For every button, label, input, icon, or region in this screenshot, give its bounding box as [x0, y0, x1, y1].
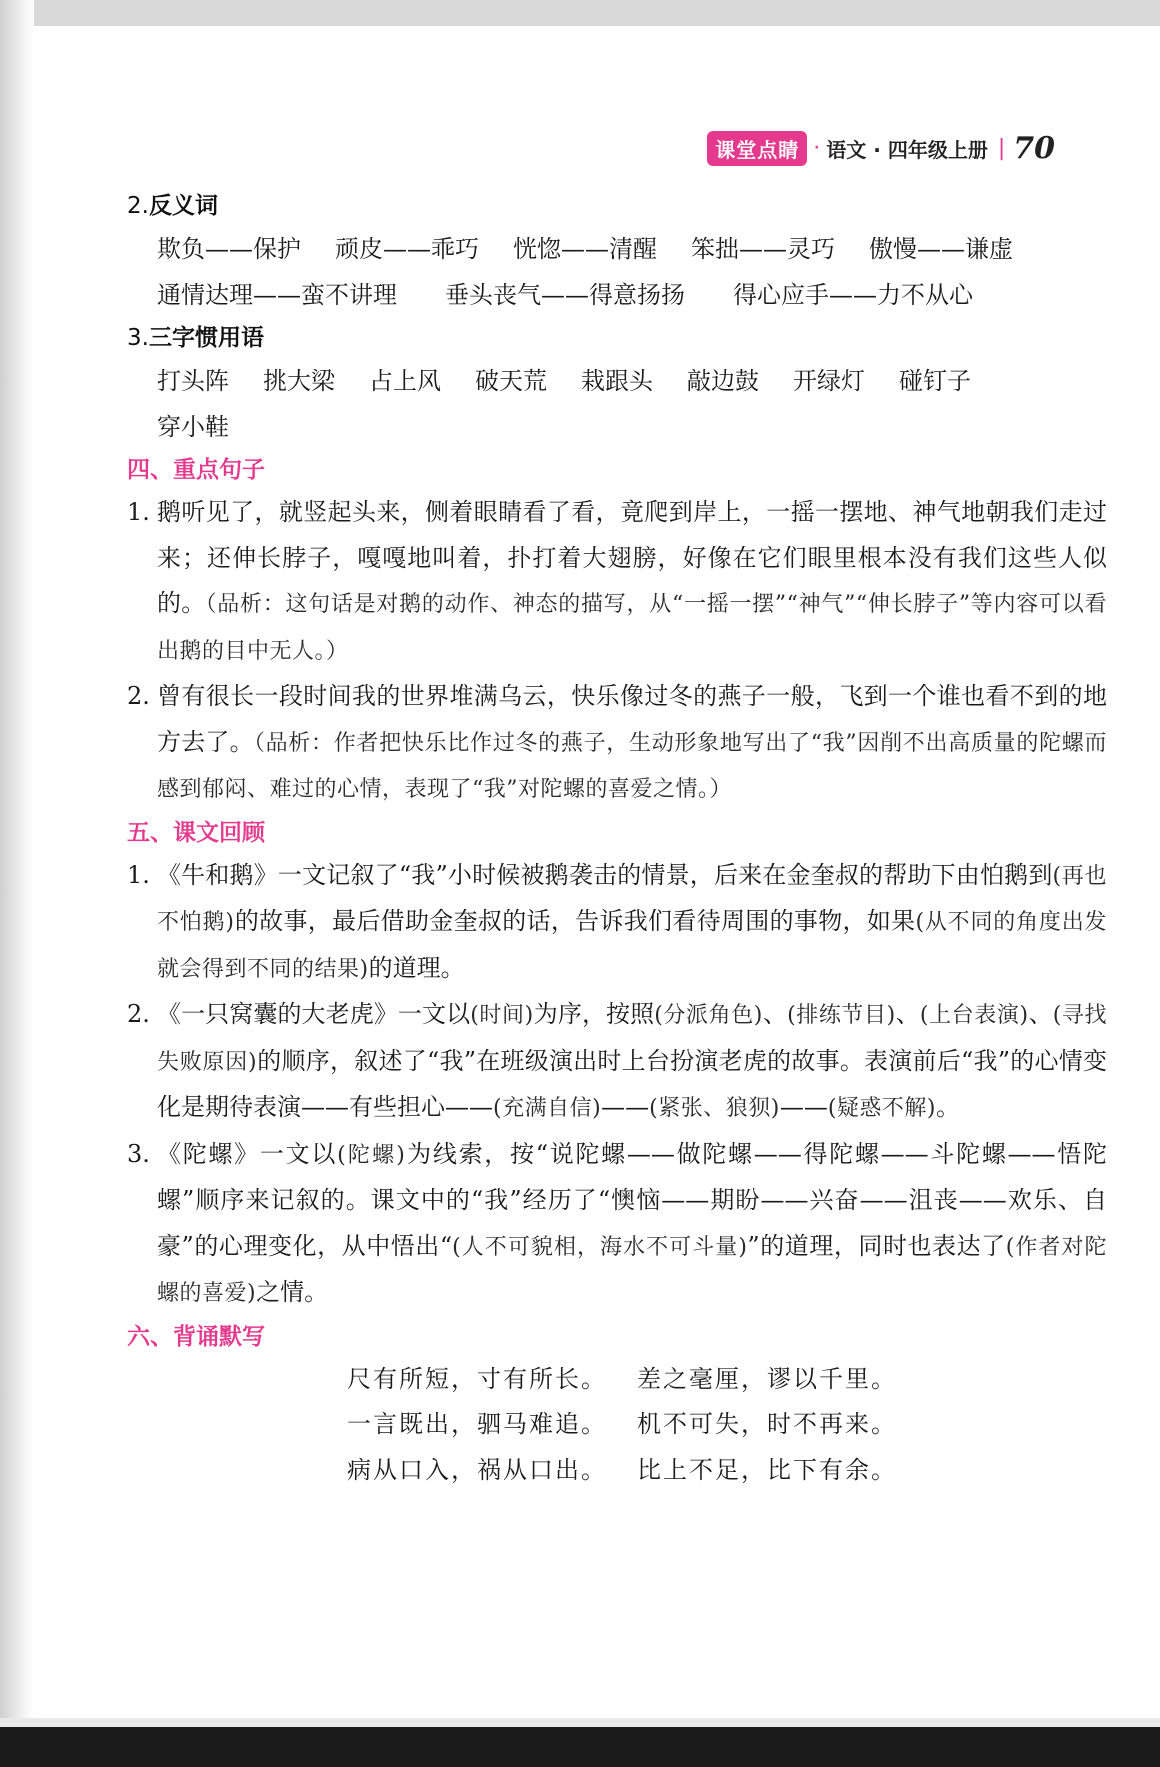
antonym-pair: 傲慢——谦虚: [869, 235, 1013, 263]
section-review-title: 五、课文回顾: [127, 819, 265, 846]
fill-answer: (寻找失败原因): [157, 1003, 1107, 1075]
idiom: 开绿灯: [793, 367, 865, 395]
fill-answer: (人不可貌相，海水不可斗量): [452, 1234, 748, 1260]
review-text: 为线索，按“说陀螺——做陀螺——得陀螺——斗陀螺——悟陀螺”顺序来记叙的。课文中的“我”经历了“懊恼——期盼——兴奋——沮丧——欢乐、自豪”的心理变化，从中悟出“: [157, 1139, 1108, 1260]
fill-answer: (上台表演): [919, 1003, 1029, 1028]
idiom: 碰钉子: [899, 367, 971, 395]
proverb: 差之毫厘，谬以千里。: [637, 1364, 897, 1393]
idioms-title: 三字惯用语: [148, 325, 264, 351]
proverb: 比上不足，比下有余。: [637, 1455, 897, 1484]
proverb: 机不可失，时不再来。: [637, 1410, 897, 1438]
review-text: ——: [779, 1093, 828, 1121]
idioms-heading: [127, 318, 1107, 358]
fill-answer: (作者对陀螺的喜爱): [157, 1234, 1107, 1306]
fill-answer: (陀螺): [337, 1142, 406, 1168]
antonyms-row-2: [127, 272, 1107, 318]
idioms-row-1: [127, 358, 1107, 404]
viewer-top-bar: [0, 0, 1160, 26]
antonyms-row-1: [127, 226, 1107, 272]
review-text: 、: [1028, 1000, 1053, 1028]
idiom: 穿小鞋: [157, 413, 229, 441]
section-key-sentences-title: 四、重点句子: [127, 457, 265, 483]
antonym-pair: 恍惚——清醒: [513, 235, 657, 263]
header-separator: |: [997, 135, 1006, 161]
section-recite-title: 六、背诵默写: [127, 1323, 265, 1350]
antonyms-number: 2.: [127, 193, 149, 219]
review-item-2: [127, 992, 1107, 1132]
page-edge-shadow: [0, 0, 34, 1767]
page-header: [707, 128, 1055, 168]
document-page: [34, 26, 1160, 1718]
page-number: 70: [1013, 130, 1055, 166]
review-text: 为序，按照: [533, 1000, 655, 1028]
fill-answer: (疑惑不解): [827, 1096, 937, 1121]
key-sentence-1: [127, 490, 1107, 674]
antonyms-title: 反义词: [148, 193, 218, 219]
idiom: 破天荒: [475, 367, 547, 395]
viewer-bottom-bar: [0, 1727, 1160, 1767]
item-number: 1.: [127, 860, 150, 889]
review-text: 、: [762, 1000, 788, 1028]
sentence-text: 曾有很长一段时间我的世界堆满乌云，快乐像过冬的燕子一般，飞到一个谁也看不到的地方去了。: [157, 682, 1107, 756]
review-text: 《牛和鹅》一文记叙了“我”小时候被鹅袭击的情景，后来在金奎叔的帮助下由怕鹅到: [157, 860, 1053, 889]
idiom: 敲边鼓: [687, 367, 759, 395]
recite-line-2: [127, 1402, 1107, 1448]
antonym-pair: 笨拙——灵巧: [691, 235, 835, 263]
antonym-pair: 通情达理——蛮不讲理: [157, 281, 397, 309]
fill-answer: (充满自信): [493, 1096, 602, 1121]
antonym-pair: 顽皮——乖巧: [335, 235, 479, 263]
review-text: 《陀螺》一文以: [157, 1139, 338, 1168]
fill-answer: (分派角色): [654, 1003, 763, 1028]
antonyms-heading: [127, 186, 1107, 226]
review-text: 的故事，最后借助金奎叔的话，告诉我们看待周围的事物，如果: [234, 907, 916, 935]
item-number: 3.: [127, 1139, 150, 1168]
idioms-number: 3.: [127, 325, 149, 351]
review-text: 的道理。: [368, 953, 465, 982]
item-number: 1.: [127, 498, 150, 526]
idioms-row-2: [127, 404, 1107, 450]
key-sentence-2: [127, 674, 1107, 813]
analysis-text: （品析：这句话是对鹅的动作、神态的描写，从“一摇一摆”“神气”“伸长脖子”等内容可以看出鹅的目中无人。）: [157, 592, 1107, 664]
review-text: 之情。: [256, 1278, 329, 1306]
idiom: 栽跟头: [581, 367, 653, 395]
page-content: [127, 186, 1107, 1493]
review-text: 。: [936, 1093, 961, 1121]
review-text: ”的道理，同时也表达了: [747, 1231, 1006, 1260]
idiom: 占上风: [369, 367, 441, 395]
review-text: 《一只窝囊的大老虎》一文以: [157, 1000, 471, 1028]
antonym-pair: 得心应手——力不从心: [733, 281, 973, 309]
review-text: 的顺序，叙述了“我”在班级演出时上台扮演老虎的故事。表演前后“我”的心情变化是期待表演——有些担心——: [157, 1046, 1107, 1121]
review-item-3: [127, 1132, 1107, 1317]
proverb: 病从口入，祸从口出。: [347, 1455, 607, 1484]
analysis-text: （品析：作者把快乐比作过冬的燕子，生动形象地写出了“我”因削不出高质量的陀螺而感到郁闷、难过的心情，表现了“我”对陀螺的喜爱之情。）: [157, 730, 1107, 802]
recite-line-1: [127, 1357, 1107, 1403]
review-item-1: [127, 853, 1107, 993]
fill-answer: (排练节目): [787, 1003, 896, 1028]
header-dot: ·: [813, 135, 821, 161]
proverb: 尺有所短，寸有所长。: [347, 1364, 607, 1393]
fill-answer: (从不同的角度出发就会得到不同的结果): [157, 910, 1107, 982]
recite-line-3: [127, 1448, 1107, 1494]
antonym-pair: 欺负——保护: [157, 235, 301, 263]
review-text: 、: [895, 1000, 920, 1028]
fill-answer: (时间): [470, 1003, 534, 1028]
review-text: ——: [601, 1093, 650, 1121]
idiom: 挑大梁: [263, 367, 335, 395]
proverb: 一言既出，驷马难追。: [347, 1410, 607, 1438]
item-number: 2.: [127, 682, 150, 710]
idiom: 打头阵: [157, 367, 229, 395]
header-subject: 语文 · 四年级上册: [826, 137, 988, 162]
header-badge: 课堂点睛: [707, 131, 807, 166]
fill-answer: (再也不怕鹅): [157, 863, 1107, 935]
item-number: 2.: [127, 1000, 150, 1028]
sentence-text: 鹅听见了，就竖起头来，侧着眼睛看了看，竟爬到岸上，一摇一摆地、神气地朝我们走过来；还伸长脖子，嘎嘎地叫着，扑打着大翅膀，好像在它们眼里根本没有我们这些人似的。: [157, 498, 1107, 617]
antonym-pair: 垂头丧气——得意扬扬: [445, 281, 685, 309]
viewer-bottom-gap: [0, 1718, 1160, 1727]
fill-answer: (紧张、狼狈): [649, 1096, 780, 1121]
